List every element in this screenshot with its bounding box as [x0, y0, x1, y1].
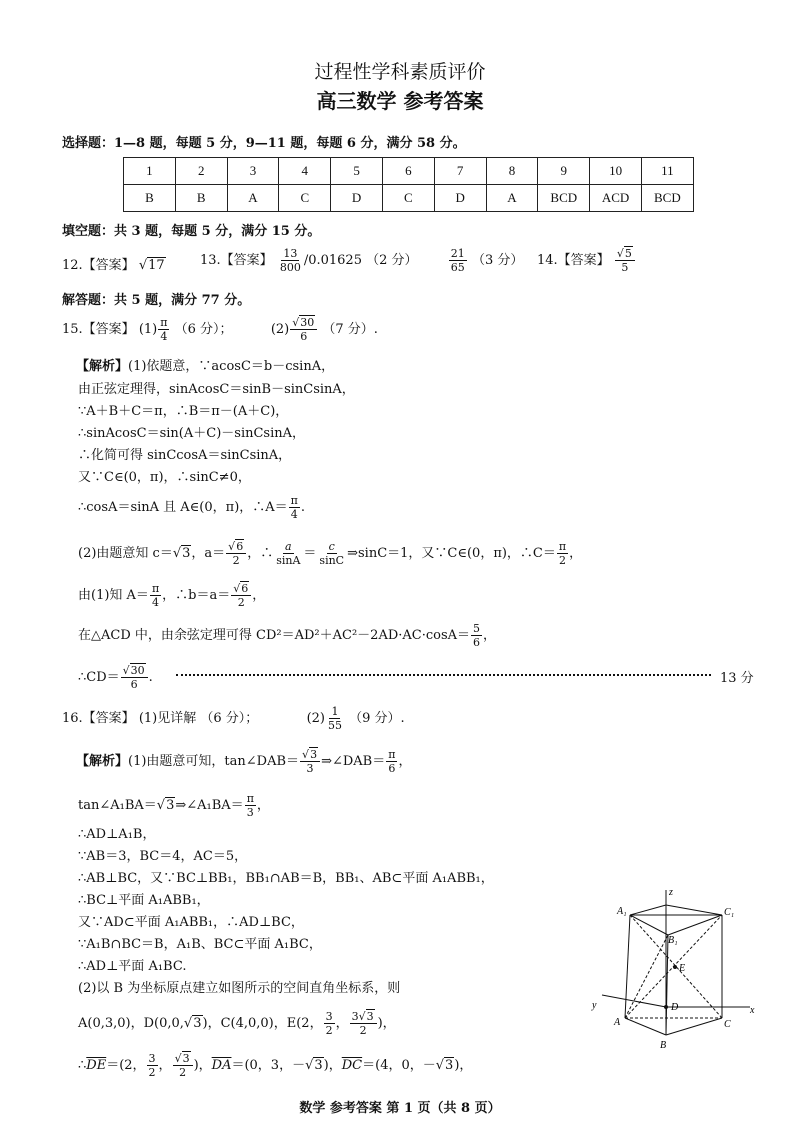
q16-line-9: ∴AD⊥平面 A₁BC. — [78, 959, 187, 974]
question-number-cell: 4 — [279, 158, 331, 185]
q16-line-11: A(0,3,0)，D(0,0,√3)，C(4,0,0)，E(2， $\frac{3}{2}$ ， $\frac{3√3}{2}$ )， — [78, 1010, 396, 1037]
q13-fraction-2: $\frac{21}{65}$ — [450, 247, 465, 274]
q15-line-7: ∴cosA＝sinA 且 A∈(0，π)，∴A＝ $\frac{\pi}{4}$ . — [78, 494, 306, 521]
q13-fraction: $\frac{13}{800}$ — [279, 247, 301, 274]
question-number-cell: 2 — [175, 158, 227, 185]
q14-answer — [537, 247, 636, 274]
point-E — [673, 965, 677, 969]
q16-line-2: tan∠A₁BA＝√3⇒∠A₁BA＝ $\frac{\pi}{3}$ ， — [78, 792, 270, 819]
answer-cell: B — [175, 185, 227, 212]
answer-cell: D — [331, 185, 383, 212]
label-D: D — [671, 1002, 679, 1013]
q15-part2-fraction: $\frac{√30}{6}$ — [290, 316, 317, 343]
question-number-cell: 9 — [538, 158, 590, 185]
label-y: y — [592, 1000, 597, 1011]
question-number-cell: 5 — [331, 158, 383, 185]
fill-intro: 填空题：共 3 题，每题 5 分，满分 15 分。 — [62, 224, 321, 239]
q16-label: 16.【答案】 — [62, 711, 135, 726]
q15-line-2: 由正弦定理得，sinAcosC＝sinB－sinCsinA， — [78, 382, 355, 397]
q13-label: 13.【答案】 — [200, 253, 273, 268]
score-leader-dots — [176, 674, 711, 676]
q16-line-7: 又∵AD⊂平面 A₁ABB₁，∴AD⊥BC， — [78, 915, 304, 930]
page-subtitle: 高三数学 参考答案 — [316, 89, 484, 113]
answer-cell: BCD — [538, 185, 590, 212]
label-A1: A₁ — [617, 906, 627, 917]
q13-rest: /0.01625 （2 分） — [303, 253, 418, 268]
q15-line-5: ∴化简可得 sinCcosA＝sinCsinA， — [78, 448, 292, 463]
label-C: C — [724, 1019, 731, 1030]
q16-line-5: ∴AB⊥BC，又∵BC⊥BB₁，BB₁∩AB＝B，BB₁、AB⊂平面 A₁ABB₁， — [78, 871, 494, 886]
q15-label: 15.【答案】 — [62, 322, 135, 337]
label-x: x — [750, 1005, 755, 1016]
q14-label: 14.【答案】 — [537, 253, 610, 268]
answer-cell: D — [434, 185, 486, 212]
point-D — [664, 1005, 668, 1009]
label-z: z — [669, 887, 673, 898]
q15-score: 13 分 — [720, 671, 754, 686]
question-number-cell: 8 — [486, 158, 538, 185]
question-number-cell: 3 — [227, 158, 279, 185]
q16-answer: 16.【答案】 (1)见详解 （6 分）； (2) $\frac{1}{55}$ （9 分）. — [62, 705, 405, 732]
answer-cell: B — [124, 185, 176, 212]
question-number-cell: 10 — [590, 158, 642, 185]
answer-cell: A — [486, 185, 538, 212]
q15-line-10: 在△ACD 中，由余弦定理可得 CD²＝AD²＋AC²－2AD·AC·cosA＝ $\frac{5}{6}$ ， — [78, 622, 497, 649]
label-A: A — [614, 1017, 621, 1028]
answer-table-answer-row — [124, 185, 694, 212]
q16-line-12: $\therefore\overline{DE}=(2$， $\frac{3}{2}$ ， $\frac{√3}{2}$ )，$\overline{DA}=(0$，3，－√3)，$\overline{DC}=(4$，0，－√3)， — [78, 1052, 473, 1079]
q16-line-1: 【解析】(1)由题意可知，tan∠DAB＝ $\frac{√3}{3}$ ⇒∠DAB＝ $\frac{\pi}{6}$ ， — [76, 748, 412, 775]
q14-fraction: $\frac{√5}{5}$ — [615, 247, 635, 274]
page-footer: 数学 参考答案 第 1 页（共 8 页） — [299, 1101, 501, 1116]
solve-intro: 解答题：共 5 题，满分 77 分。 — [62, 293, 251, 308]
q15-part1-fraction: $\frac{\pi}{4}$ — [160, 316, 168, 343]
label-B: B — [660, 1040, 667, 1051]
q15-line-3: ∵A＋B＋C＝π，∴B＝π－(A＋C)， — [78, 404, 289, 419]
q13-score-2: （3 分） — [471, 253, 524, 268]
prism-figure — [590, 885, 770, 1055]
label-C1: C₁ — [724, 907, 735, 918]
answer-table — [123, 157, 694, 212]
q13-answer — [200, 247, 523, 274]
q15-line-11: ∴CD＝ $\frac{√30}{6}$ . — [78, 664, 153, 691]
page-title: 过程性学科素质评价 — [314, 61, 486, 83]
question-number-cell: 11 — [641, 158, 693, 185]
q12-answer: 12.【答案】 √17 — [62, 258, 165, 273]
q16-line-10: (2)以 B 为坐标原点建立如图所示的空间直角坐标系，则 — [78, 981, 401, 996]
q12-value: 17 — [148, 258, 165, 273]
q16-part2-fraction: $\frac{1}{55}$ — [327, 705, 342, 732]
answer-cell: BCD — [641, 185, 693, 212]
mc-intro: 选择题：1—8 题，每题 5 分，9—11 题，每题 6 分，满分 58 分。 — [62, 136, 466, 151]
q12-label: 12.【答案】 — [62, 258, 135, 273]
answer-cell: C — [279, 185, 331, 212]
q15-answer: 15.【答案】 (1) $\frac{\pi}{4}$ （6 分）； (2) $\frac{√30}{6}$ （7 分）. — [62, 316, 378, 343]
q15-line-9: 由(1)知 A＝ $\frac{\pi}{4}$ ，∴b＝a＝ $\frac{√6}{2}$ ， — [78, 582, 266, 609]
question-number-cell: 6 — [382, 158, 434, 185]
q15-line-4: ∴sinAcosC＝sin(A＋C)－sinCsinA， — [78, 426, 306, 441]
answer-cell: ACD — [590, 185, 642, 212]
q16-line-6: ∴BC⊥平面 A₁ABB₁， — [78, 893, 210, 908]
label-B1: B₁ — [668, 935, 678, 946]
q16-line-4: ∵AB＝3，BC＝4，AC＝5， — [78, 849, 248, 864]
label-E: E — [679, 963, 686, 974]
q15-line-6: 又∵C∈(0，π)，∴sinC≠0， — [78, 470, 251, 485]
q16-line-8: ∵A₁B∩BC＝B，A₁B、BC⊂平面 A₁BC， — [78, 937, 322, 952]
answer-table-number-row — [124, 158, 694, 185]
question-number-cell: 7 — [434, 158, 486, 185]
answer-cell: C — [382, 185, 434, 212]
q16-line-3: ∴AD⊥A₁B， — [78, 827, 156, 842]
q15-line-8: (2)由题意知 c＝√3，a＝ $\frac{√6}{2}$ ，∴ $\frac{a}{\sin A}$ ＝ $\frac{c}{\sin C}$ ⇒sinC＝1，又∵C∈(0，π)，∴C＝ $\frac{\pi}{2}$ ， — [78, 540, 583, 567]
question-number-cell: 1 — [124, 158, 176, 185]
answer-cell: A — [227, 185, 279, 212]
q15-line-1: 【解析】(1)依题意，∵acosC＝b－csinA， — [76, 359, 335, 374]
